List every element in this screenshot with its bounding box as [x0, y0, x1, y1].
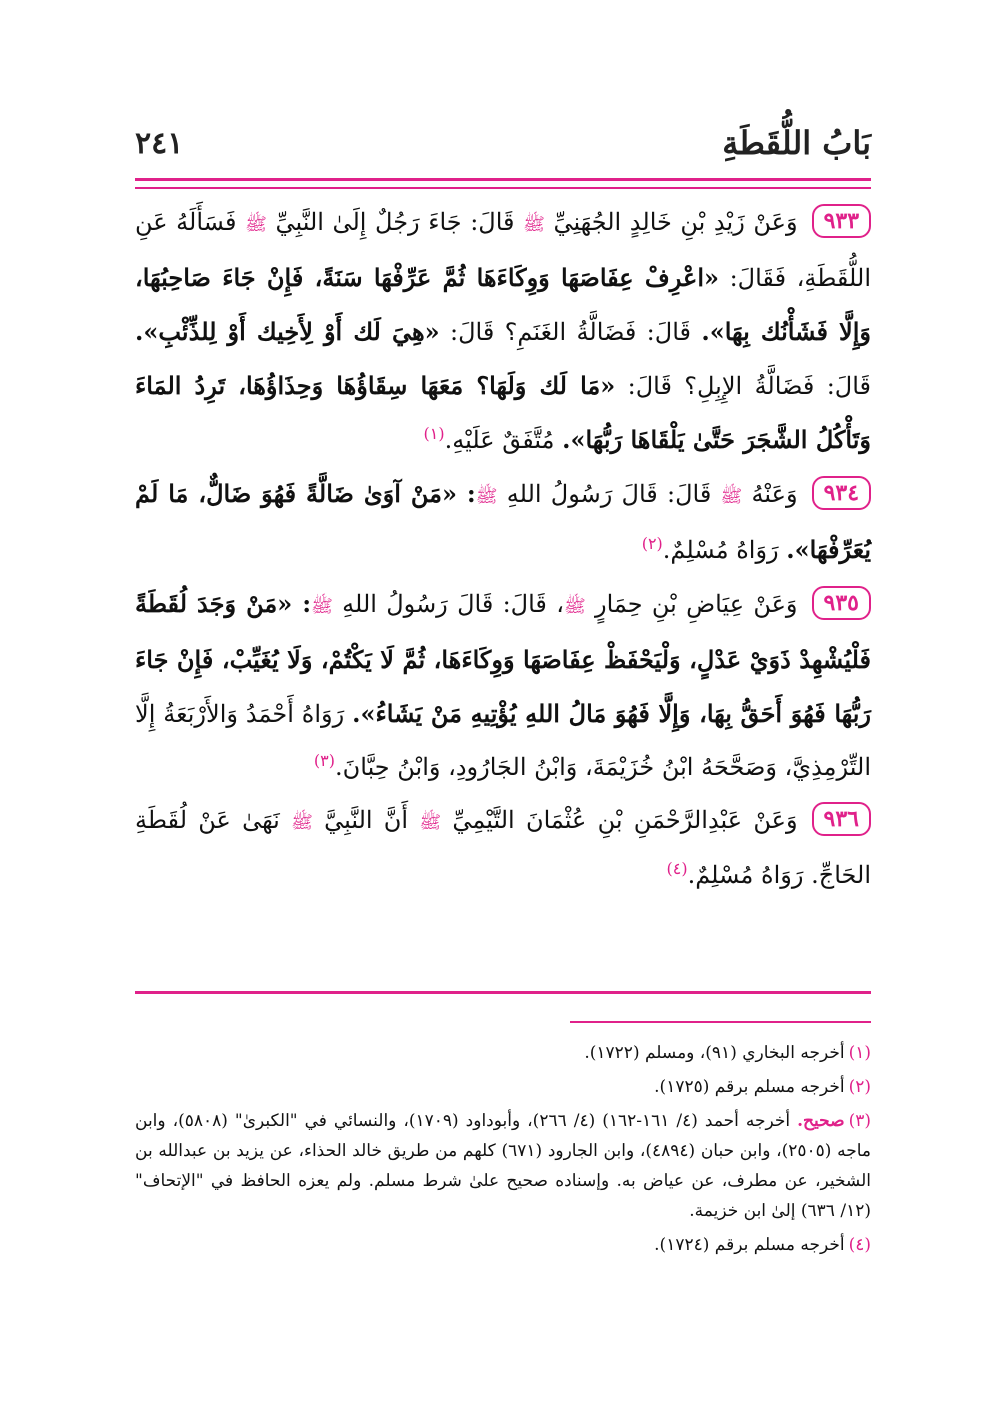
hadith-number-badge: ٩٣٤ — [812, 476, 871, 510]
hadith-number-badge: ٩٣٦ — [812, 802, 871, 836]
footnote-4 — [135, 1230, 871, 1260]
footnote-text: أخرجه مسلم برقم (١٧٢٤). — [654, 1235, 845, 1255]
hadith-source: رَوَاهُ مُسْلِمٌ. — [687, 861, 804, 889]
prophet-words: : «مَنْ وَجَدَ لُقَطَةً فَلْيُشْهِدْ ذَوَيْ عَدْلٍ، وَلْيَحْفَظْ عِفَاصَهَا وَوِكَاءَهَا، ثُمَّ لَا يَكْتُمْ، وَلَا يُغَيِّبْ، فَإِنْ جَاءَ رَبُّهَا فَهُوَ أَحَقُّ بِهَا، وَإِلَّا فَهُوَ مَالُ اللهِ يُؤْتِيهِ مَنْ يَشَاءُ». — [135, 589, 871, 728]
footnote-ref[interactable]: (٣) — [313, 751, 335, 770]
honorific-companion: ﷺ — [523, 214, 545, 235]
honorific-companion: ﷺ — [563, 596, 586, 617]
footnote-1 — [135, 1038, 871, 1068]
hadith-opening: وَعَنْ عِيَاضِ بْنِ حِمَارٍ — [594, 590, 798, 618]
hadith-934 — [135, 467, 871, 577]
hadith-opening: وَعَنْ عَبْدِالرَّحْمَنِ بْنِ عُثْمَانَ التَّيْمِيِّ — [452, 806, 798, 834]
hadith-body — [135, 196, 871, 902]
hadith-text: قَالَ: قَالَ رَسُولُ اللهِ — [506, 480, 712, 508]
footnote-number: (٢) — [848, 1077, 871, 1097]
hadith-text: نَهَىٰ عَنْ لُقَطَةِ الحَاجِّ. — [135, 806, 871, 889]
header-rule-thick — [135, 178, 871, 181]
footnote-separator — [570, 1021, 871, 1023]
hadith-source: رَوَاهُ مُسْلِمٌ. — [662, 536, 779, 564]
honorific-prophet: ﷺ — [291, 812, 313, 833]
footnote-number: (٤) — [848, 1235, 871, 1255]
footnote-text: أخرجه مسلم برقم (١٧٢٥). — [654, 1077, 845, 1097]
footnote-ref[interactable]: (٤) — [666, 859, 688, 878]
hadith-text: قَالَ: فَضَالَّةُ الغَنَمِ؟ قَالَ: — [449, 318, 691, 346]
hadith-source: مُتَّفَقٌ عَلَيْهِ. — [444, 426, 555, 454]
hadith-933 — [135, 196, 871, 467]
footnote-text: أخرجه البخاري (٩١)، ومسلم (١٧٢٢). — [584, 1043, 845, 1063]
prophet-words: «مَا لَك وَلَهَا؟ مَعَهَا سِقَاؤُهَا وَحِذَاؤُهَا، تَرِدُ المَاءَ وَتَأْكُلُ الشَّجَرَ حَتَّىٰ يَلْقَاهَا رَبُّهَا». — [135, 371, 871, 454]
body-end-rule — [135, 991, 871, 994]
hadith-text: أَنَّ النَّبِيَّ — [324, 806, 409, 834]
prophet-words: : «مَنْ آوَىٰ ضَالَّةً فَهُوَ ضَالٌّ، مَا لَمْ يُعَرِّفْهَا». — [135, 479, 871, 564]
footnotes — [135, 1038, 871, 1264]
hadith-text: ، قَالَ: قَالَ رَسُولُ اللهِ — [342, 590, 564, 618]
footnote-text: أخرجه أحمد (٤/ ١٦١-١٦٢) (٤/ ٢٦٦)، وأبوداود (١٧٠٩)، والنسائي في "الكبرىٰ" (٥٨٠٨)، وابن ماجه (٢٥٠٥)، وابن حبان (٤٨٩٤)، وابن الجارود (٦٧١) كلهم من طريق خالد الحذاء، عن يزيد بن عبدالله بن الشخير، عن مطرف، عن عياض به. وإسناده صحيح علىٰ شرط مسلم. ولم يعزه الحافظ في "الإتحاف" (١٢/ ٦٣٦) إلىٰ ابن خزيمة. — [135, 1111, 871, 1221]
footnote-number: (٣) — [848, 1111, 871, 1131]
hadith-text: فَسَأَلَهُ عَنِ اللُّقَطَةِ، فَقَالَ: — [135, 208, 871, 292]
hadith-text: قَالَ: فَضَالَّةُ الإِبِلِ؟ قَالَ: — [627, 372, 872, 400]
hadith-opening: وَعَنْهُ — [751, 480, 798, 508]
hadith-936 — [135, 794, 871, 902]
honorific-prophet: ﷺ — [475, 486, 498, 507]
footnote-ref[interactable]: (١) — [423, 424, 445, 443]
footnote-ref[interactable]: (٢) — [641, 534, 663, 553]
hadith-number-badge: ٩٣٣ — [812, 204, 871, 238]
honorific-prophet: ﷺ — [245, 214, 267, 235]
prophet-words: «اعْرِفْ عِفَاصَهَا وَوِكَاءَهَا ثُمَّ عَرِّفْهَا سَنَةً، فَإِنْ جَاءَ صَاحِبُهَا، وَإِلَّا فَشَأْنُك بِهَا». — [135, 263, 871, 346]
footnote-number: (١) — [848, 1043, 871, 1063]
footnote-grade: صحيح. — [797, 1111, 845, 1131]
footnote-3 — [135, 1106, 871, 1226]
header-rule-thin — [135, 187, 871, 189]
page-header — [135, 118, 871, 168]
honorific-companion: ﷺ — [419, 812, 442, 833]
hadith-935 — [135, 577, 871, 794]
page-number: ٢٤١ — [135, 125, 184, 161]
honorific-companion: ﷺ — [720, 486, 743, 507]
hadith-opening: وَعَنْ زَيْدِ بْنِ خَالِدٍ الجُهَنِيِّ — [553, 208, 798, 236]
hadith-number-badge: ٩٣٥ — [812, 586, 871, 620]
honorific-prophet: ﷺ — [311, 596, 333, 617]
prophet-words: «هِيَ لَك أَوْ لِأَخِيك أَوْ لِلذِّئْبِ». — [135, 317, 440, 346]
hadith-source: رَوَاهُ أَحْمَدُ وَالأَرْبَعَةُ إِلَّا التِّرْمِذِيَّ، وَصَحَّحَهُ ابْنُ خُزَيْمَةَ، وَابْنُ الجَارُودِ، وَابْنُ حِبَّانَ. — [135, 700, 871, 781]
hadith-text: قَالَ: جَاءَ رَجُلٌ إِلَىٰ النَّبِيِّ — [275, 208, 515, 236]
chapter-title: بَابُ اللُّقَطَةِ — [722, 124, 871, 162]
footnote-2 — [135, 1072, 871, 1102]
